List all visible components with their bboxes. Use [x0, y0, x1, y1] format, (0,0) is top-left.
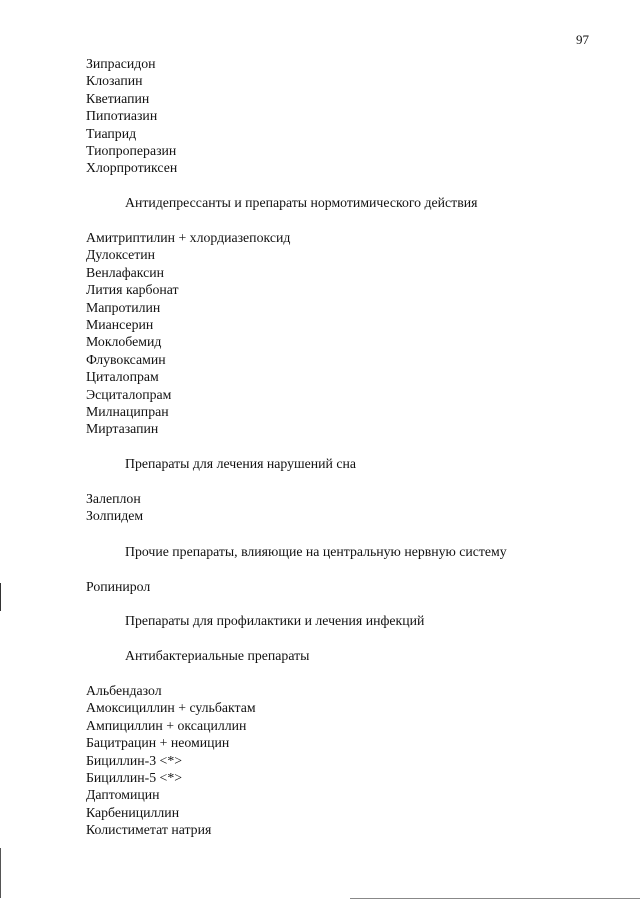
list-item: Залеплон — [86, 491, 141, 506]
list-item: Колистиметат натрия — [86, 822, 212, 838]
list-item: Эсциталопрам — [86, 386, 172, 402]
list-item: Миансерин — [86, 317, 154, 333]
drug-list-cns-other — [86, 578, 150, 595]
section-heading: Препараты для профилактики и лечения инфекций — [125, 613, 425, 628]
page-number: 97 — [576, 32, 589, 47]
list-item: Карбенициллин — [86, 804, 180, 820]
list-item: Амоксициллин + сульбактам — [86, 700, 256, 716]
list-item: Ампициллин + оксациллин — [86, 717, 247, 733]
list-item: Тиаприд — [86, 125, 137, 141]
list-item: Мапротилин — [86, 299, 161, 315]
section-heading: Прочие препараты, влияющие на центральную нервную систему — [125, 544, 507, 559]
list-item: Амитриптилин + хлордиазепоксид — [86, 230, 291, 245]
list-item: Бацитрацин + неомицин — [86, 735, 230, 751]
drug-list-antidepressants — [86, 229, 290, 438]
list-item: Ропинирол — [86, 579, 151, 594]
list-item: Клозапин — [86, 73, 143, 89]
list-item: Дулоксетин — [86, 247, 156, 263]
scan-edge-mark — [0, 848, 1, 898]
list-item: Циталопрам — [86, 369, 159, 385]
drug-list-antipsychotics — [86, 55, 177, 177]
list-item: Моклобемид — [86, 334, 162, 350]
list-item: Бициллин-5 <*> — [86, 770, 183, 786]
scan-edge-mark — [0, 583, 1, 611]
list-item: Кветиапин — [86, 90, 150, 106]
list-item: Пипотиазин — [86, 108, 158, 124]
list-item: Золпидем — [86, 508, 144, 524]
list-item: Венлафаксин — [86, 264, 165, 280]
list-item: Бициллин-3 <*> — [86, 752, 183, 768]
list-item: Миртазапин — [86, 421, 159, 437]
list-item: Тиопроперазин — [86, 143, 177, 159]
section-heading: Антидепрессанты и препараты нормотимического действия — [125, 195, 478, 210]
list-item: Альбендазол — [86, 683, 162, 698]
scan-bottom-rule — [350, 898, 640, 899]
section-heading: Антибактериальные препараты — [125, 648, 310, 663]
list-item: Милнаципран — [86, 404, 169, 420]
list-item: Зипрасидон — [86, 56, 156, 71]
drug-list-antibacterial — [86, 682, 256, 839]
list-item: Хлорпротиксен — [86, 160, 178, 176]
list-item: Даптомицин — [86, 787, 160, 803]
section-heading: Препараты для лечения нарушений сна — [125, 456, 356, 471]
list-item: Лития карбонат — [86, 282, 179, 298]
list-item: Флувоксамин — [86, 351, 166, 367]
drug-list-sleep — [86, 490, 143, 525]
